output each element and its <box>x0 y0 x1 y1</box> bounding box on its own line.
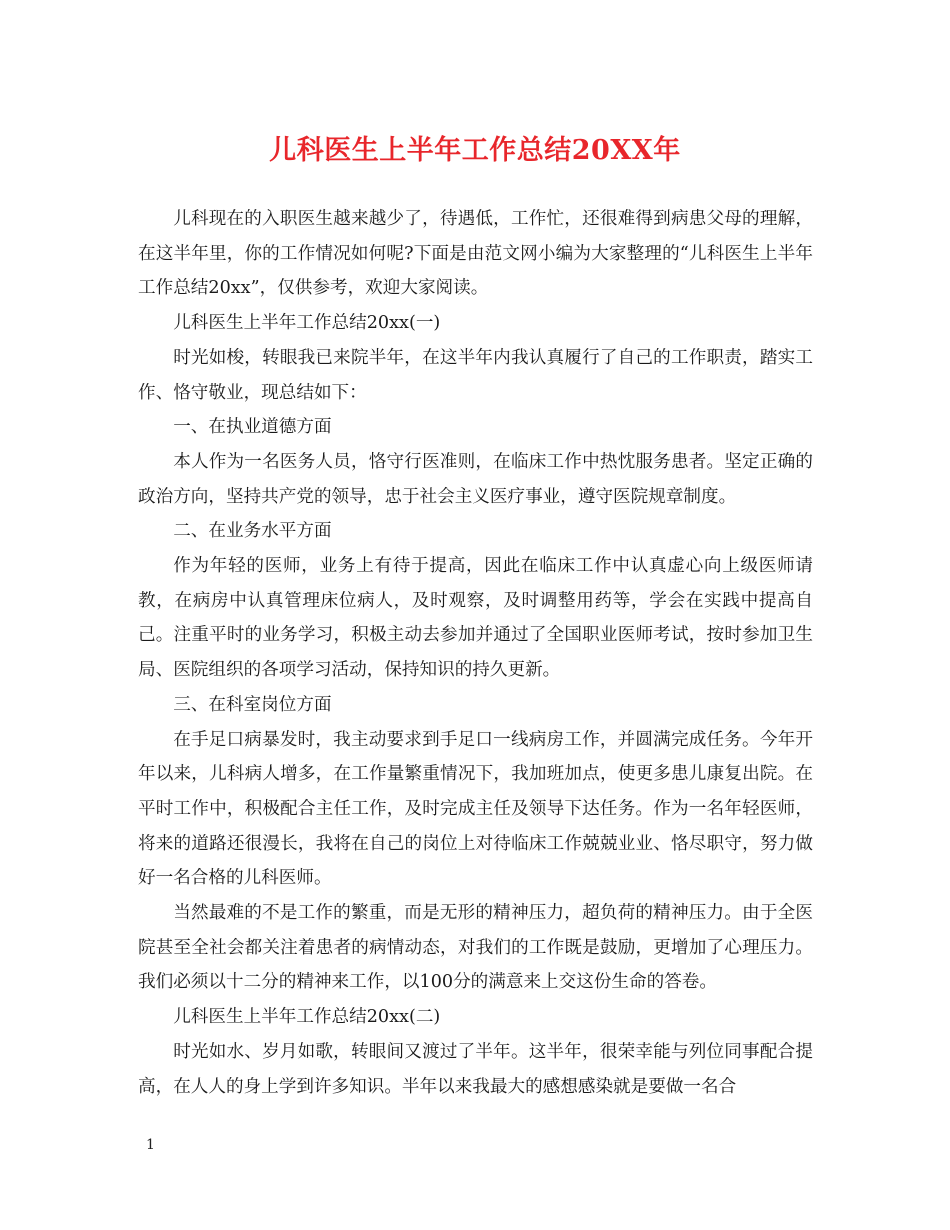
document-body <box>138 202 813 1104</box>
section-heading-part-1: 儿科医生上半年工作总结20xx(一) <box>173 313 441 334</box>
body-paragraph: 时光如梭，转眼我已来院半年，在这半年内我认真履行了自己的工作职责，踏实工作、恪守敬业，现总结如下： <box>138 347 813 403</box>
body-paragraph: 在手足口病暴发时，我主动要求到手足口一线病房工作，并圆满完成任务。今年开年以来，儿科病人增多，在工作量繁重情况下，我加班加点，使更多患儿康复出院。在平时工作中，积极配合主任工作，及时完成主任及领导下达任务。作为一名年轻医师，将来的道路还很漫长，我将在自己的岗位上对待临床工作兢兢业业、恪尽职守，努力做好一名合格的儿科医师。 <box>138 729 813 889</box>
intro-paragraph: 儿科现在的入职医生越来越少了，待遇低，工作忙，还很难得到病患父母的理解，在这半年里，你的工作情况如何呢?下面是由范文网小编为大家整理的“儿科医生上半年工作总结20xx”，仅供参考，欢迎大家阅读。 <box>138 209 813 299</box>
section-heading-part-2: 儿科医生上半年工作总结20xx(二) <box>173 1007 441 1028</box>
page-number: 1 <box>146 1137 155 1153</box>
body-paragraph: 本人作为一名医务人员，恪守行医准则，在临床工作中热忱服务患者。坚定正确的政治方向，坚持共产党的领导，忠于社会主义医疗事业，遵守医院规章制度。 <box>138 451 813 507</box>
subheading-department-post: 三、在科室岗位方面 <box>173 694 332 715</box>
body-paragraph: 时光如水、岁月如歌，转眼间又渡过了半年。这半年，很荣幸能与列位同事配合提高，在人人的身上学到许多知识。半年以来我最大的感想感染就是要做一名合 <box>138 1041 813 1097</box>
body-paragraph: 作为年轻的医师，业务上有待于提高，因此在临床工作中认真虚心向上级医师请教，在病房中认真管理床位病人，及时观察，及时调整用药等，学会在实践中提高自己。注重平时的业务学习，积极主动去参加并通过了全国职业医师考试，按时参加卫生局、医院组织的各项学习活动，保持知识的持久更新。 <box>138 556 813 681</box>
body-paragraph: 当然最难的不是工作的繁重，而是无形的精神压力，超负荷的精神压力。由于全医院甚至全社会都关注着患者的病情动态，对我们的工作既是鼓励，更增加了心理压力。我们必须以十二分的精神来工作，以100分的满意来上交这份生命的答卷。 <box>138 903 813 993</box>
subheading-ethics: 一、在执业道德方面 <box>173 417 332 438</box>
subheading-professional-level: 二、在业务水平方面 <box>173 521 332 542</box>
document-title: 儿科医生上半年工作总结20XX年 <box>269 135 681 166</box>
